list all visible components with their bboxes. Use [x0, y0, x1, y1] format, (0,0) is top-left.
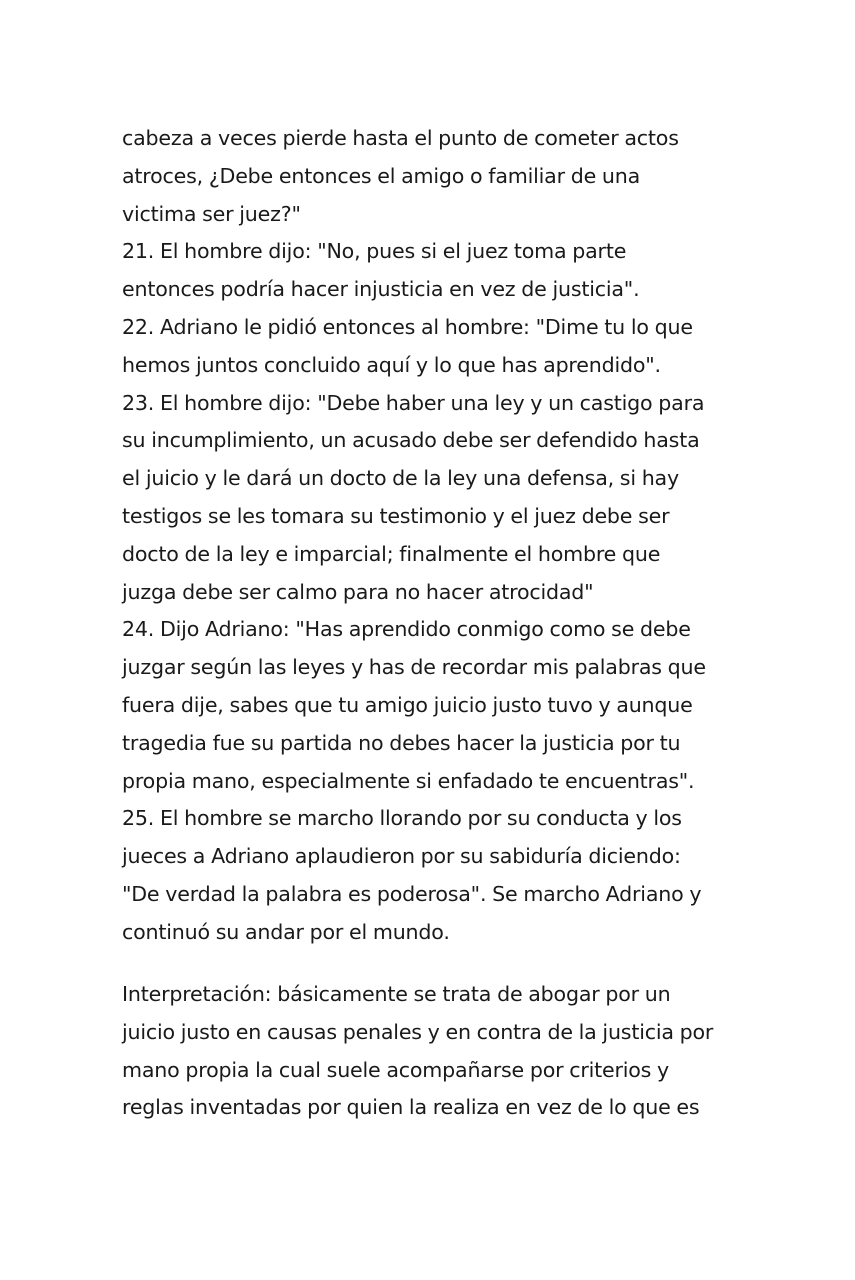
text-line: 25. El hombre se marcho llorando por su conducta y los [122, 806, 682, 831]
text-line: continuó su andar por el mundo. [122, 919, 450, 944]
text-line: propia mano, especialmente si enfadado te encuentras". [122, 768, 695, 793]
text-line: hemos juntos concluido aquí y lo que has aprendido". [122, 352, 661, 377]
body-text [122, 120, 742, 952]
text-line: tragedia fue su partida no debes hacer la justicia por tu [122, 730, 681, 755]
text-line: testigos se les tomara su testimonio y el juez debe ser [122, 503, 670, 528]
text-line: cabeza a veces pierde hasta el punto de cometer actos [122, 126, 679, 150]
text-line: 21. El hombre dijo: "No, pues si el juez toma parte [122, 239, 627, 264]
text-line: juzga debe ser calmo para no hacer atrocidad" [122, 579, 594, 604]
text-line: Interpretación: básicamente se trata de abogar por un [122, 982, 671, 1006]
text-line: 22. Adriano le pidió entonces al hombre: "Dime tu lo que [122, 314, 693, 339]
text-line: 23. El hombre dijo: "Debe haber una ley y un castigo para [122, 390, 705, 415]
text-line: docto de la ley e imparcial; finalmente el hombre que [122, 541, 661, 566]
text-line: juicio justo en causas penales y en contra de la justicia por [122, 1019, 714, 1044]
text-line: su incumplimiento, un acusado debe ser defendido hasta [122, 428, 700, 453]
text-line: 24. Dijo Adriano: "Has aprendido conmigo como se debe [122, 617, 691, 642]
text-line: atroces, ¿Debe entonces el amigo o familiar de una [122, 163, 641, 188]
text-line: el juicio y le dará un docto de la ley una defensa, si hay [122, 466, 679, 491]
text-line: fuera dije, sabes que tu amigo juicio justo tuvo y aunque [122, 692, 693, 717]
text-line: mano propia la cual suele acompañarse por criterios y [122, 1057, 670, 1082]
text-line: reglas inventadas por quien la realiza en vez de lo que es [122, 1095, 700, 1120]
interpretation-paragraph [122, 976, 742, 1127]
text-line: jueces a Adriano aplaudieron por su sabiduría diciendo: [122, 844, 681, 869]
text-line: juzgar según las leyes y has de recordar mis palabras que [122, 655, 706, 680]
text-line: "De verdad la palabra es poderosa". Se marcho Adriano y [122, 881, 702, 906]
text-line: victima ser juez?" [122, 201, 301, 226]
text-line: entonces podría hacer injusticia en vez de justicia". [122, 277, 640, 302]
